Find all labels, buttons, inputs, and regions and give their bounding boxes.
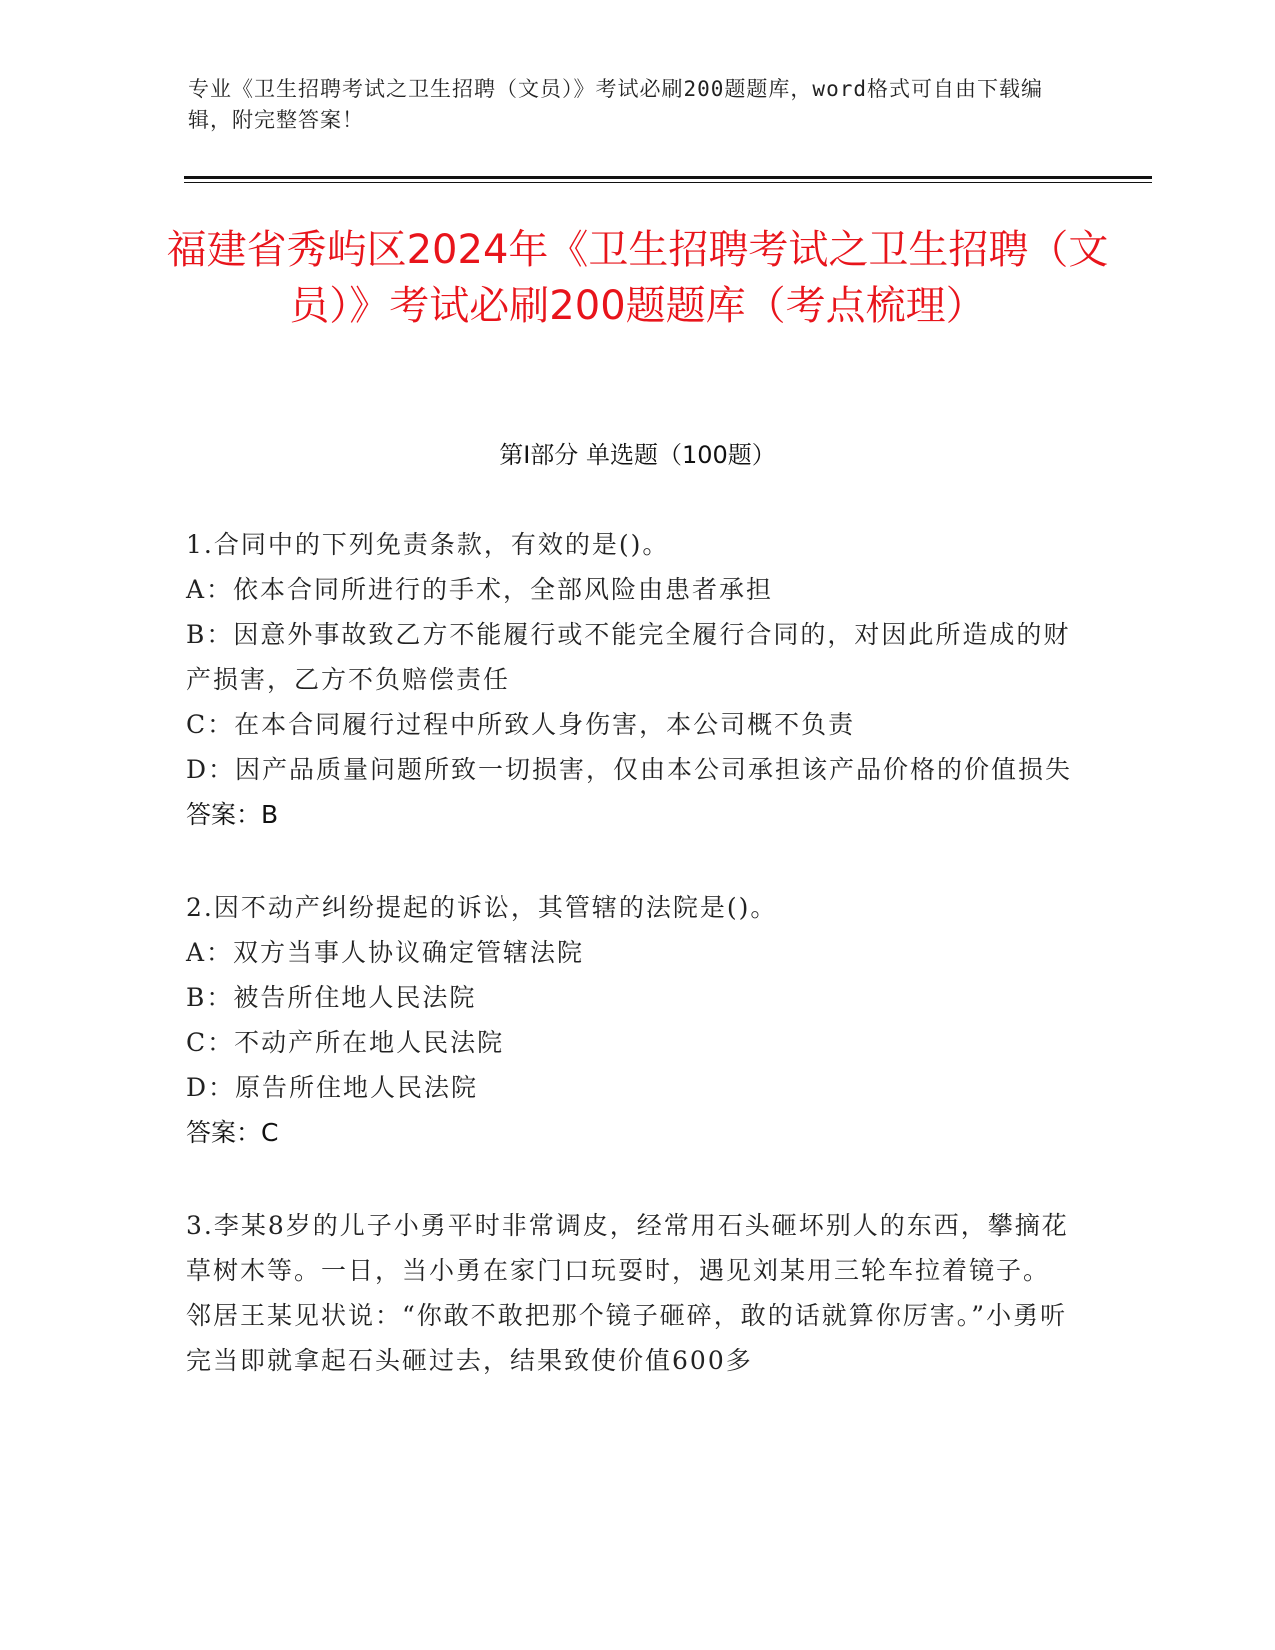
question-1 — [186, 522, 1076, 837]
option-c: C：在本合同履行过程中所致人身伤害，本公司概不负责 — [186, 710, 856, 739]
header-rule-thin — [184, 182, 1152, 183]
question-stem: 2.因不动产纠纷提起的诉讼，其管辖的法院是()。 — [186, 893, 778, 922]
question-2 — [186, 885, 1076, 1155]
question-list — [186, 522, 1076, 1431]
question-3 — [186, 1203, 1076, 1383]
answer-label: 答案：B — [186, 800, 279, 829]
document-title: 福建省秀屿区2024年《卫生招聘考试之卫生招聘（文员）》考试必刷200题题库（考点梳理） — [166, 227, 1109, 329]
section-title: 第Ⅰ部分 单选题（100题） — [499, 441, 776, 469]
option-b: B：因意外事故致乙方不能履行或不能完全履行合同的，对因此所造成的财产损害，乙方不负赔偿责任 — [186, 620, 1071, 694]
option-c: C：不动产所在地人民法院 — [186, 1028, 505, 1057]
header-rule-thick — [184, 176, 1152, 179]
question-stem: 3.李某8岁的儿子小勇平时非常调皮，经常用石头砸坏别人的东西，攀摘花草树木等。一日，当小勇在家门口玩耍时，遇见刘某用三轮车拉着镜子。邻居王某见状说：“你敢不敢把那个镜子砸碎，敢的话就算你厉害。”小勇听完当即就拿起石头砸过去，结果致使价值600多 — [186, 1211, 1069, 1375]
option-d: D：因产品质量问题所致一切损害，仅由本公司承担该产品价格的价值损失 — [186, 755, 1073, 784]
option-d: D：原告所住地人民法院 — [186, 1073, 479, 1102]
header-note: 专业《卫生招聘考试之卫生招聘（文员）》考试必刷200题题库，word格式可自由下载编辑，附完整答案！ — [188, 77, 1043, 132]
answer-label: 答案：C — [186, 1118, 279, 1147]
question-stem: 1.合同中的下列免责条款，有效的是()。 — [186, 530, 670, 559]
option-a: A：双方当事人协议确定管辖法院 — [186, 938, 585, 967]
option-a: A：依本合同所进行的手术，全部风险由患者承担 — [186, 575, 774, 604]
option-b: B：被告所住地人民法院 — [186, 983, 477, 1012]
